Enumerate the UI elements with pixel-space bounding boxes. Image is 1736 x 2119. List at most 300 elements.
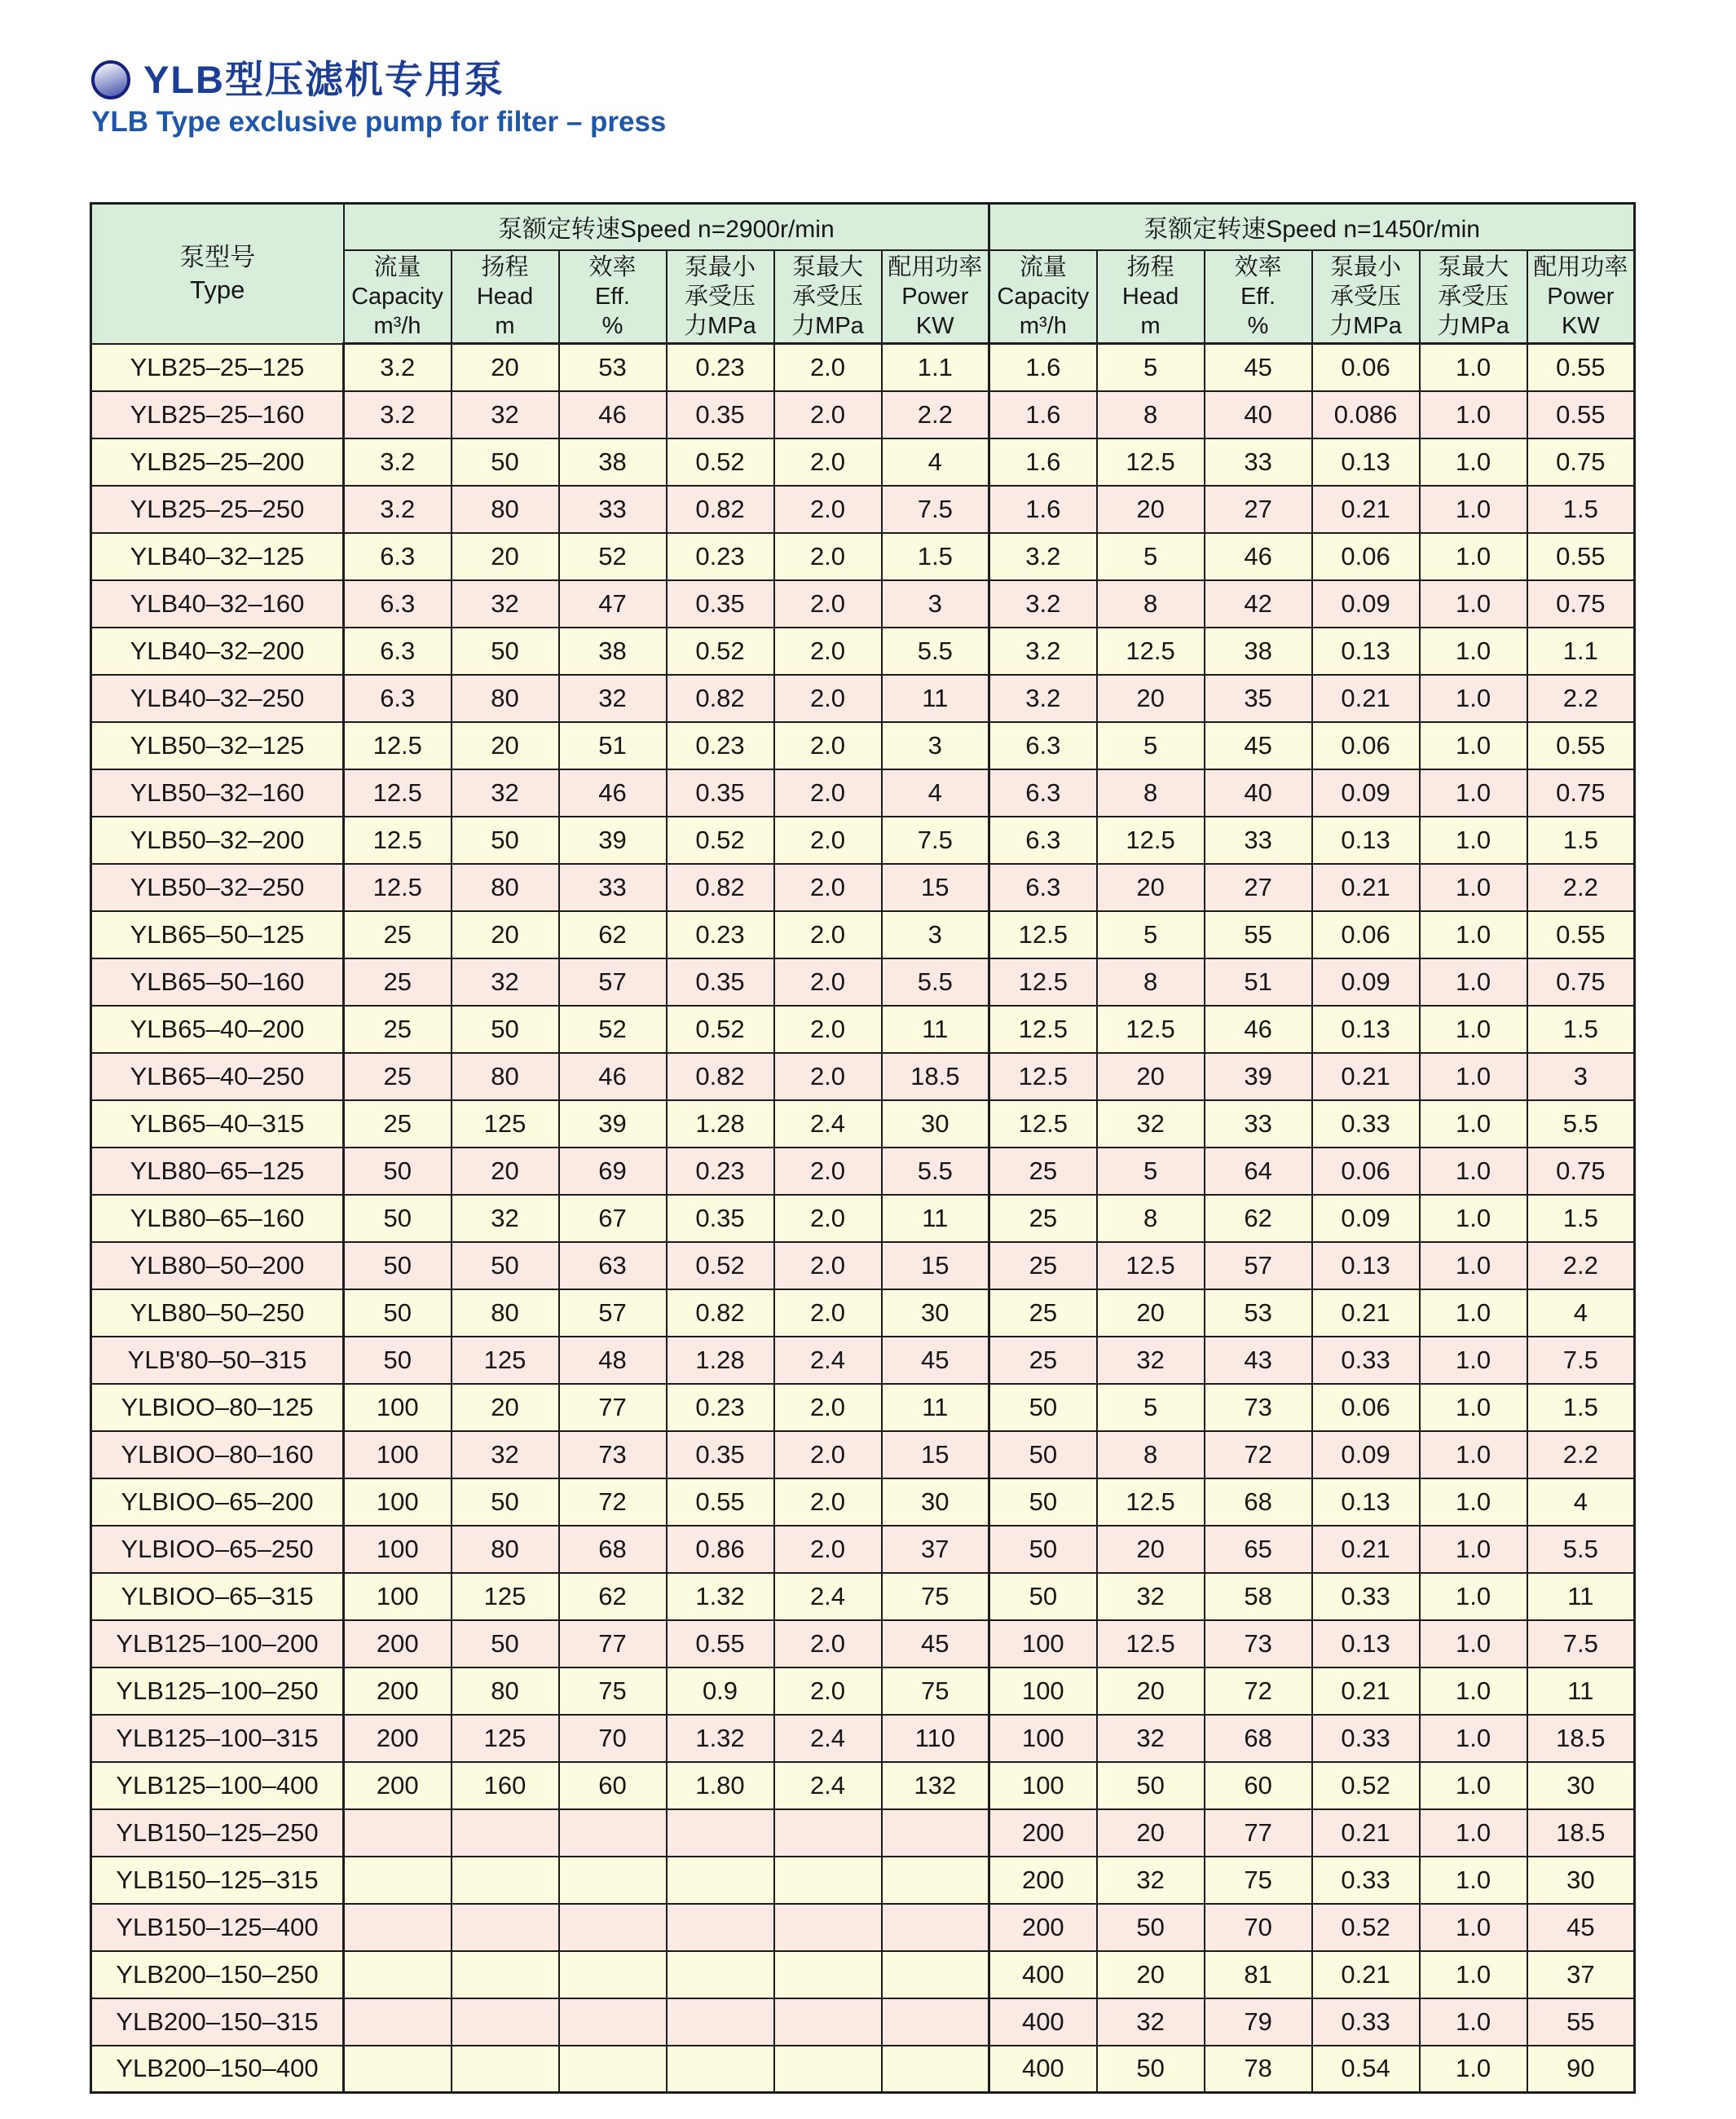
pump-type-cell: YLB80–50–250	[91, 1289, 344, 1337]
value-cell: 50	[344, 1337, 452, 1384]
value-cell: 20	[452, 344, 559, 391]
value-cell: 100	[989, 1620, 1097, 1667]
value-cell: 27	[1205, 486, 1312, 533]
value-cell: 60	[1205, 1762, 1312, 1809]
value-cell: 5.5	[1527, 1526, 1635, 1573]
value-cell: 25	[344, 958, 452, 1006]
column-header-line: Capacity	[351, 283, 443, 310]
value-cell: 200	[344, 1667, 452, 1715]
pump-type-cell: YLB65–40–315	[91, 1100, 344, 1148]
value-cell: 1.0	[1420, 486, 1527, 533]
value-cell: 46	[1205, 533, 1312, 580]
table-row	[91, 1384, 1635, 1431]
value-cell: 68	[559, 1526, 667, 1573]
value-cell: 50	[452, 628, 559, 675]
pump-type-cell: YLBIOO–65–200	[91, 1478, 344, 1526]
value-cell: 0.13	[1312, 1620, 1420, 1667]
column-header-power-2900	[882, 250, 989, 344]
value-cell: 7.5	[1527, 1337, 1635, 1384]
table-row	[91, 1951, 1635, 1998]
value-cell: 25	[344, 1006, 452, 1053]
table-row	[91, 1857, 1635, 1904]
value-cell: 46	[559, 391, 667, 438]
table-row	[91, 1148, 1635, 1195]
value-cell: 2.0	[774, 958, 882, 1006]
value-cell: 58	[1205, 1573, 1312, 1620]
value-cell: 0.86	[667, 1526, 774, 1573]
value-cell: 47	[559, 580, 667, 628]
value-cell: 20	[1097, 1526, 1205, 1573]
value-cell: 1.5	[882, 533, 989, 580]
value-cell: 2.0	[774, 817, 882, 864]
value-cell: 0.52	[667, 817, 774, 864]
value-cell: 4	[1527, 1289, 1635, 1337]
column-header-line: 泵最大	[1438, 253, 1509, 280]
column-header-max-pressure-1450	[1420, 250, 1527, 344]
value-cell: 50	[344, 1289, 452, 1337]
value-cell: 1.0	[1420, 1242, 1527, 1289]
value-cell: 12.5	[989, 1006, 1097, 1053]
value-cell: 20	[1097, 1053, 1205, 1100]
value-cell: 2.2	[1527, 1431, 1635, 1478]
value-cell: 0.52	[1312, 1904, 1420, 1951]
value-cell: 1.5	[1527, 1195, 1635, 1242]
value-cell: 30	[882, 1100, 989, 1148]
value-cell: 45	[1205, 344, 1312, 391]
value-cell: 0.23	[667, 1384, 774, 1431]
table-row	[91, 1478, 1635, 1526]
value-cell: 18.5	[882, 1053, 989, 1100]
column-header-line: KW	[915, 312, 954, 339]
value-cell: 1.0	[1420, 1573, 1527, 1620]
value-cell: 3	[882, 911, 989, 958]
value-cell: 60	[559, 1762, 667, 1809]
value-cell: 50	[344, 1195, 452, 1242]
value-cell: 0.23	[667, 533, 774, 580]
value-cell: 0.55	[667, 1478, 774, 1526]
value-cell: 2.0	[774, 533, 882, 580]
value-cell: 1.5	[1527, 1006, 1635, 1053]
value-cell: 20	[1097, 1951, 1205, 1998]
value-cell: 100	[344, 1431, 452, 1478]
value-cell: 0.06	[1312, 911, 1420, 958]
table-row	[91, 1620, 1635, 1667]
column-header-line: 力MPa	[791, 312, 864, 339]
value-cell: 0.82	[667, 486, 774, 533]
value-cell: 18.5	[1527, 1715, 1635, 1762]
value-cell: 1.0	[1420, 628, 1527, 675]
value-cell: 100	[989, 1762, 1097, 1809]
value-cell: 0.06	[1312, 1148, 1420, 1195]
value-cell: 40	[1205, 769, 1312, 817]
value-cell	[452, 1998, 559, 2046]
column-header-line: 配用功率	[888, 253, 983, 280]
column-header-line: 泵最大	[791, 253, 863, 280]
value-cell: 125	[452, 1100, 559, 1148]
value-cell: 0.35	[667, 1431, 774, 1478]
value-cell: 2.4	[774, 1337, 882, 1384]
value-cell: 72	[1205, 1667, 1312, 1715]
value-cell: 32	[452, 769, 559, 817]
pump-type-cell: YLBIOO–65–315	[91, 1573, 344, 1620]
table-row	[91, 864, 1635, 911]
value-cell: 1.0	[1420, 1478, 1527, 1526]
table-row	[91, 1809, 1635, 1857]
pump-type-cell: YLB'80–50–315	[91, 1337, 344, 1384]
value-cell: 1.0	[1420, 1951, 1527, 1998]
pump-type-cell: YLB40–32–200	[91, 628, 344, 675]
column-header-line: KW	[1561, 312, 1600, 339]
value-cell: 50	[1097, 1762, 1205, 1809]
value-cell: 1.0	[1420, 2046, 1527, 2093]
table-row	[91, 486, 1635, 533]
column-header-line: 配用功率	[1533, 253, 1628, 280]
value-cell: 15	[882, 1431, 989, 1478]
value-cell: 6.3	[344, 580, 452, 628]
value-cell: 73	[1205, 1620, 1312, 1667]
value-cell: 62	[559, 911, 667, 958]
pump-type-cell: YLB80–65–160	[91, 1195, 344, 1242]
value-cell: 2.0	[774, 1620, 882, 1667]
value-cell: 2.0	[774, 769, 882, 817]
value-cell: 12.5	[344, 817, 452, 864]
value-cell: 50	[344, 1242, 452, 1289]
value-cell: 1.0	[1420, 1809, 1527, 1857]
value-cell: 0.52	[667, 628, 774, 675]
value-cell: 38	[1205, 628, 1312, 675]
value-cell: 33	[559, 486, 667, 533]
column-header-line: 流量	[1019, 253, 1067, 280]
value-cell: 132	[882, 1762, 989, 1809]
value-cell: 12.5	[989, 911, 1097, 958]
value-cell: 1.0	[1420, 722, 1527, 769]
value-cell: 1.0	[1420, 1667, 1527, 1715]
value-cell: 100	[989, 1715, 1097, 1762]
value-cell: 72	[1205, 1431, 1312, 1478]
value-cell: 25	[989, 1148, 1097, 1195]
value-cell: 45	[1527, 1904, 1635, 1951]
value-cell: 37	[882, 1526, 989, 1573]
column-header-line: %	[1247, 312, 1269, 339]
value-cell: 1.5	[1527, 486, 1635, 533]
value-cell: 0.23	[667, 722, 774, 769]
value-cell: 50	[452, 1242, 559, 1289]
value-cell: 100	[344, 1526, 452, 1573]
value-cell: 79	[1205, 1998, 1312, 2046]
value-cell: 4	[882, 769, 989, 817]
value-cell: 12.5	[1097, 1006, 1205, 1053]
value-cell: 8	[1097, 1195, 1205, 1242]
value-cell: 50	[989, 1384, 1097, 1431]
value-cell: 12.5	[1097, 1478, 1205, 1526]
table-row	[91, 1289, 1635, 1337]
value-cell: 0.086	[1312, 391, 1420, 438]
table-row	[91, 1526, 1635, 1573]
value-cell: 6.3	[989, 864, 1097, 911]
value-cell	[774, 2046, 882, 2093]
value-cell: 75	[1205, 1857, 1312, 1904]
value-cell: 1.0	[1420, 1053, 1527, 1100]
value-cell: 72	[559, 1478, 667, 1526]
value-cell: 33	[1205, 817, 1312, 864]
value-cell: 0.21	[1312, 1289, 1420, 1337]
value-cell: 50	[1097, 2046, 1205, 2093]
column-header-line: m³/h	[1019, 312, 1067, 339]
table-row	[91, 391, 1635, 438]
pump-type-cell: YLBIOO–80–125	[91, 1384, 344, 1431]
value-cell: 0.13	[1312, 1242, 1420, 1289]
value-cell: 6.3	[344, 675, 452, 722]
value-cell: 3.2	[989, 628, 1097, 675]
pump-type-cell: YLB50–32–200	[91, 817, 344, 864]
table-row	[91, 958, 1635, 1006]
value-cell: 32	[1097, 1337, 1205, 1384]
value-cell: 0.13	[1312, 628, 1420, 675]
value-cell: 38	[559, 628, 667, 675]
value-cell: 20	[1097, 1809, 1205, 1857]
value-cell: 73	[559, 1431, 667, 1478]
value-cell: 2.0	[774, 864, 882, 911]
value-cell	[452, 1809, 559, 1857]
table-header	[91, 204, 1635, 344]
pump-spec-table	[90, 202, 1636, 2094]
value-cell: 39	[1205, 1053, 1312, 1100]
value-cell: 5	[1097, 911, 1205, 958]
value-cell: 50	[452, 1620, 559, 1667]
table-row	[91, 769, 1635, 817]
value-cell: 46	[1205, 1006, 1312, 1053]
value-cell: 5	[1097, 1148, 1205, 1195]
value-cell: 400	[989, 1951, 1097, 1998]
value-cell: 2.0	[774, 391, 882, 438]
value-cell: 32	[559, 675, 667, 722]
value-cell	[344, 1809, 452, 1857]
value-cell: 0.75	[1527, 958, 1635, 1006]
value-cell: 0.21	[1312, 1951, 1420, 1998]
table-row	[91, 344, 1635, 391]
value-cell: 1.0	[1420, 958, 1527, 1006]
value-cell: 1.0	[1420, 533, 1527, 580]
table-row	[91, 1053, 1635, 1100]
value-cell: 1.6	[989, 486, 1097, 533]
value-cell	[774, 1904, 882, 1951]
value-cell	[882, 1998, 989, 2046]
table-row	[91, 1904, 1635, 1951]
value-cell: 5.5	[1527, 1100, 1635, 1148]
value-cell: 50	[989, 1431, 1097, 1478]
value-cell: 0.9	[667, 1667, 774, 1715]
pump-type-cell: YLB40–32–160	[91, 580, 344, 628]
value-cell: 1.0	[1420, 580, 1527, 628]
value-cell: 6.3	[989, 817, 1097, 864]
value-cell: 0.35	[667, 769, 774, 817]
value-cell: 2.0	[774, 1667, 882, 1715]
value-cell: 0.54	[1312, 2046, 1420, 2093]
value-cell: 0.21	[1312, 1053, 1420, 1100]
value-cell: 0.82	[667, 864, 774, 911]
value-cell: 2.0	[774, 1006, 882, 1053]
value-cell: 2.0	[774, 438, 882, 486]
value-cell: 48	[559, 1337, 667, 1384]
pump-type-cell: YLB150–125–315	[91, 1857, 344, 1904]
value-cell: 50	[1097, 1904, 1205, 1951]
value-cell: 1.0	[1420, 817, 1527, 864]
value-cell: 110	[882, 1715, 989, 1762]
column-header-line: Head	[1121, 283, 1179, 310]
value-cell: 1.80	[667, 1762, 774, 1809]
value-cell	[667, 1809, 774, 1857]
value-cell: 50	[452, 438, 559, 486]
value-cell: 50	[989, 1478, 1097, 1526]
pump-type-cell: YLB65–50–125	[91, 911, 344, 958]
value-cell: 15	[882, 864, 989, 911]
value-cell: 25	[989, 1289, 1097, 1337]
value-cell: 12.5	[344, 864, 452, 911]
value-cell: 1.28	[667, 1337, 774, 1384]
page-title-cn: YLB型压滤机专用泵	[143, 58, 504, 101]
value-cell	[882, 1857, 989, 1904]
value-cell: 20	[1097, 675, 1205, 722]
value-cell: 5.5	[882, 628, 989, 675]
value-cell: 32	[1097, 1100, 1205, 1148]
value-cell: 0.52	[1312, 1762, 1420, 1809]
value-cell: 0.82	[667, 675, 774, 722]
value-cell: 70	[1205, 1904, 1312, 1951]
value-cell: 2.0	[774, 1526, 882, 1573]
table-row	[91, 1573, 1635, 1620]
value-cell: 50	[452, 817, 559, 864]
table-row	[91, 1337, 1635, 1384]
value-cell: 39	[559, 1100, 667, 1148]
value-cell: 0.33	[1312, 1715, 1420, 1762]
value-cell: 2.2	[1527, 864, 1635, 911]
value-cell: 8	[1097, 958, 1205, 1006]
value-cell: 4	[882, 438, 989, 486]
value-cell: 0.21	[1312, 1667, 1420, 1715]
value-cell: 75	[882, 1573, 989, 1620]
value-cell	[774, 1998, 882, 2046]
value-cell: 50	[989, 1573, 1097, 1620]
value-cell: 5	[1097, 344, 1205, 391]
value-cell: 100	[344, 1384, 452, 1431]
value-cell	[667, 1998, 774, 2046]
value-cell: 45	[882, 1620, 989, 1667]
value-cell: 1.0	[1420, 1384, 1527, 1431]
value-cell: 200	[989, 1809, 1097, 1857]
value-cell: 68	[1205, 1715, 1312, 1762]
value-cell: 12.5	[344, 769, 452, 817]
value-cell: 200	[989, 1904, 1097, 1951]
value-cell: 25	[344, 1053, 452, 1100]
value-cell: 53	[1205, 1289, 1312, 1337]
value-cell: 2.0	[774, 1053, 882, 1100]
value-cell: 0.06	[1312, 1384, 1420, 1431]
pump-type-cell: YLB25–25–250	[91, 486, 344, 533]
value-cell: 11	[882, 1384, 989, 1431]
value-cell: 80	[452, 1667, 559, 1715]
value-cell: 1.32	[667, 1573, 774, 1620]
value-cell: 5	[1097, 533, 1205, 580]
value-cell: 0.13	[1312, 438, 1420, 486]
value-cell: 2.0	[774, 580, 882, 628]
value-cell: 5	[1097, 722, 1205, 769]
pump-type-cell: YLB125–100–315	[91, 1715, 344, 1762]
table-row	[91, 675, 1635, 722]
value-cell: 32	[452, 958, 559, 1006]
value-cell: 0.55	[1527, 344, 1635, 391]
value-cell: 0.52	[667, 438, 774, 486]
value-cell: 1.0	[1420, 1100, 1527, 1148]
column-header-line: 扬程	[1126, 253, 1174, 280]
column-header-line: Head	[476, 283, 534, 310]
table-row	[91, 1195, 1635, 1242]
pump-type-cell: YLB150–125–400	[91, 1904, 344, 1951]
pump-type-cell: YLB200–150–315	[91, 1998, 344, 2046]
value-cell: 80	[452, 1053, 559, 1100]
value-cell	[559, 1809, 667, 1857]
table-row	[91, 1431, 1635, 1478]
value-cell: 1.0	[1420, 769, 1527, 817]
table-row	[91, 2046, 1635, 2093]
value-cell: 200	[344, 1715, 452, 1762]
column-header-line: 力MPa	[1437, 312, 1509, 339]
column-header-line: 力MPa	[1329, 312, 1402, 339]
bullet-icon	[91, 60, 130, 99]
value-cell: 200	[989, 1857, 1097, 1904]
value-cell: 1.5	[1527, 817, 1635, 864]
value-cell: 42	[1205, 580, 1312, 628]
value-cell: 90	[1527, 2046, 1635, 2093]
value-cell: 1.0	[1420, 1620, 1527, 1667]
value-cell: 39	[559, 817, 667, 864]
value-cell: 0.21	[1312, 675, 1420, 722]
value-cell	[559, 1998, 667, 2046]
value-cell: 5.5	[882, 958, 989, 1006]
value-cell: 78	[1205, 2046, 1312, 2093]
value-cell: 11	[882, 1006, 989, 1053]
value-cell	[882, 1809, 989, 1857]
value-cell: 69	[559, 1148, 667, 1195]
type-column-header-cn: 泵型号	[179, 242, 256, 271]
value-cell: 200	[344, 1762, 452, 1809]
value-cell: 73	[1205, 1384, 1312, 1431]
value-cell: 57	[559, 958, 667, 1006]
value-cell: 2.2	[1527, 675, 1635, 722]
value-cell: 100	[344, 1573, 452, 1620]
value-cell: 1.0	[1420, 1526, 1527, 1573]
column-header-head-2900	[452, 250, 559, 344]
value-cell: 1.0	[1420, 1857, 1527, 1904]
value-cell: 80	[452, 486, 559, 533]
value-cell: 3.2	[989, 533, 1097, 580]
value-cell: 11	[1527, 1573, 1635, 1620]
value-cell: 0.35	[667, 958, 774, 1006]
value-cell: 32	[1097, 1998, 1205, 2046]
value-cell: 80	[452, 675, 559, 722]
value-cell	[344, 1857, 452, 1904]
column-header-line: m	[1140, 312, 1161, 339]
value-cell: 80	[452, 1526, 559, 1573]
value-cell: 0.23	[667, 911, 774, 958]
value-cell: 30	[882, 1478, 989, 1526]
value-cell: 0.33	[1312, 1857, 1420, 1904]
column-header-min-pressure-2900	[667, 250, 774, 344]
value-cell: 3.2	[344, 344, 452, 391]
value-cell: 100	[989, 1667, 1097, 1715]
value-cell	[452, 2046, 559, 2093]
value-cell: 0.23	[667, 1148, 774, 1195]
pump-type-cell: YLB40–32–250	[91, 675, 344, 722]
